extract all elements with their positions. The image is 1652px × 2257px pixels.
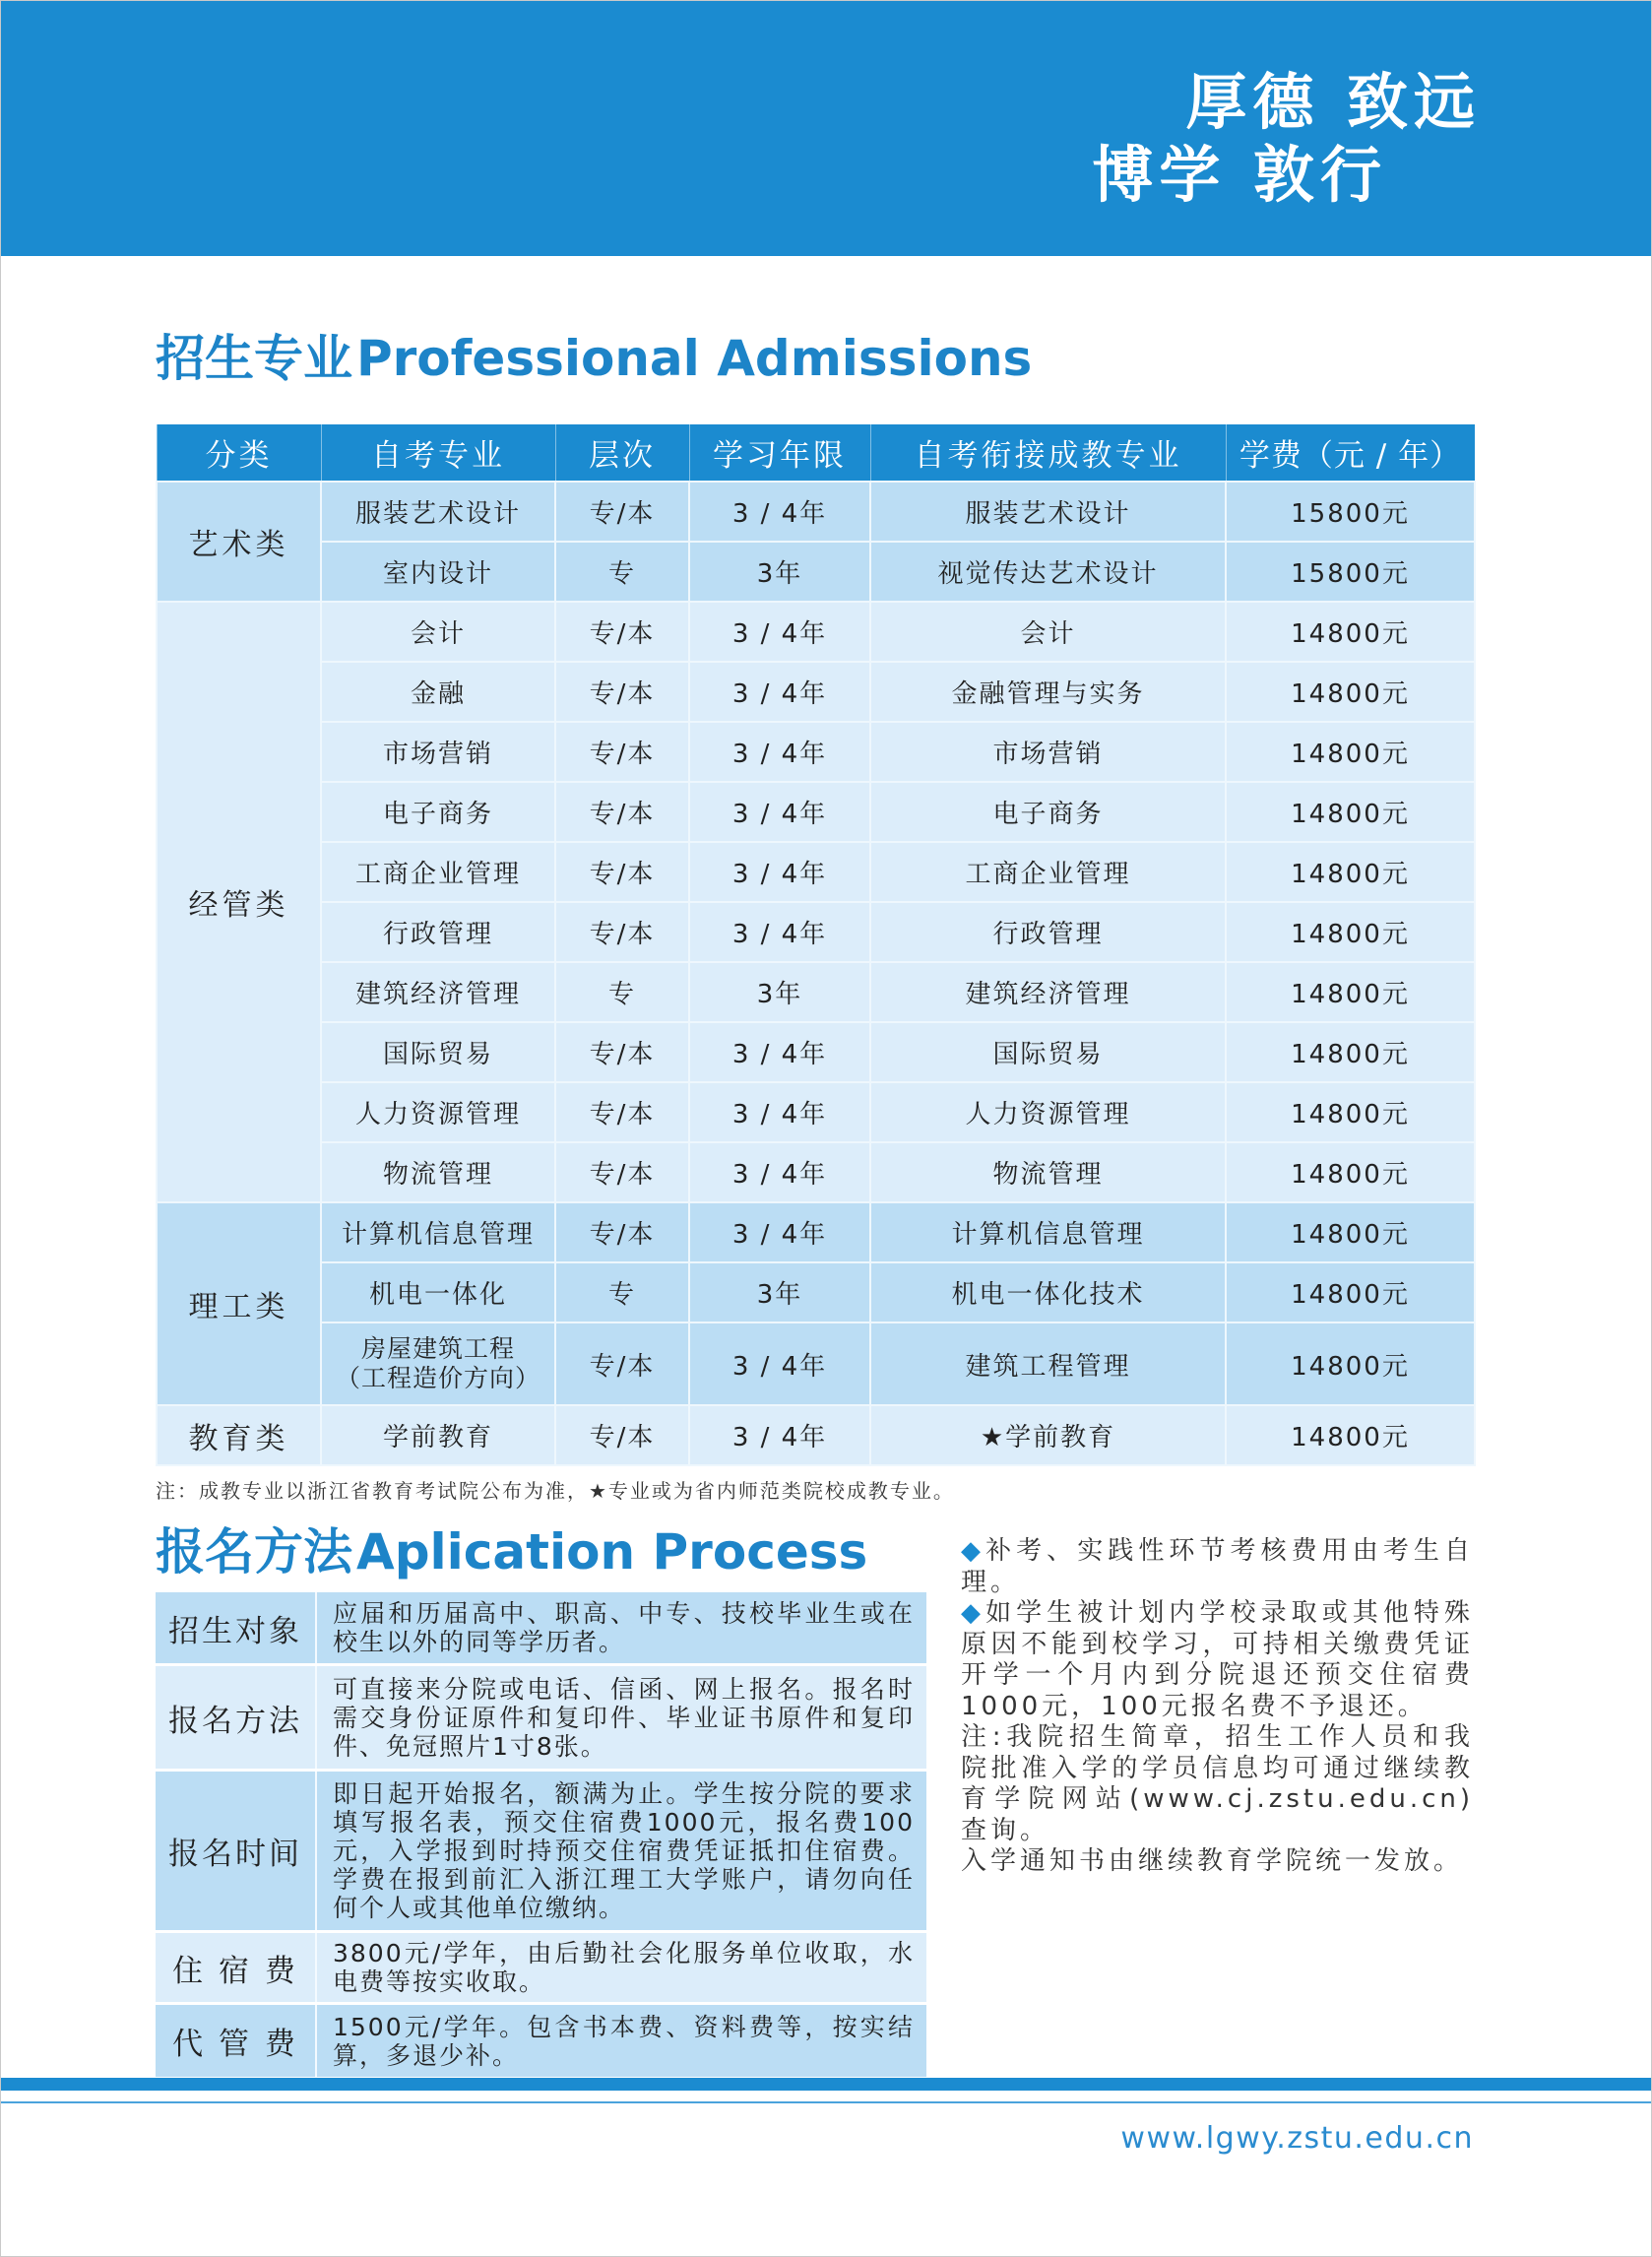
table-row bbox=[157, 962, 1475, 1022]
application-text-cell bbox=[317, 1666, 926, 1769]
application-notes bbox=[961, 1536, 1474, 1878]
major-direction: （工程造价方向） bbox=[335, 1364, 540, 1392]
years-cell: 3 / 4年 bbox=[689, 722, 870, 782]
fee-cell: 14800元 bbox=[1226, 1142, 1475, 1202]
major-cell: 国际贸易 bbox=[321, 1022, 555, 1082]
application-title bbox=[156, 1522, 867, 1581]
application-label: 报名方法 bbox=[156, 1666, 317, 1769]
fee-cell: 15800元 bbox=[1226, 542, 1475, 602]
application-row bbox=[156, 2005, 926, 2077]
column-header-level: 层次 bbox=[555, 424, 689, 482]
application-text: 3800元/学年，由后勤社会化服务单位收取，水电费等按实收取。 bbox=[333, 1939, 915, 1996]
adult-major-cell: 行政管理 bbox=[870, 902, 1226, 962]
application-text-cell bbox=[317, 2005, 926, 2077]
level-cell: 专/本 bbox=[555, 602, 689, 662]
fee-cell: 14800元 bbox=[1226, 722, 1475, 782]
website-remark: 注:我院招生简章，招生工作人员和我院批准入学的学员信息均可通过继续教育学院网站(www.cj.zstu.edu.cn)查询。 bbox=[961, 1722, 1474, 1845]
application-text: 应届和历届高中、职高、中专、技校毕业生或在校生以外的同等学历者。 bbox=[333, 1599, 915, 1656]
application-text-cell bbox=[317, 1772, 926, 1930]
note-item bbox=[961, 1598, 1474, 1722]
level-cell: 专/本 bbox=[555, 902, 689, 962]
level-cell: 专/本 bbox=[555, 482, 689, 542]
column-header-adult-major: 自考衔接成教专业 bbox=[870, 424, 1226, 482]
application-text-cell bbox=[317, 1933, 926, 2002]
adult-major-cell: ★学前教育 bbox=[870, 1405, 1226, 1465]
fee-cell: 14800元 bbox=[1226, 602, 1475, 662]
years-cell: 3 / 4年 bbox=[689, 902, 870, 962]
note-text: 如学生被计划内学校录取或其他特殊原因不能到校学习，可持相关缴费凭证开学一个月内到分院退还预交住宿费1000元，100元报名费不予退还。 bbox=[961, 1598, 1474, 1721]
level-cell: 专/本 bbox=[555, 782, 689, 842]
fee-cell: 14800元 bbox=[1226, 1202, 1475, 1262]
major-cell: 服装艺术设计 bbox=[321, 482, 555, 542]
admission-notice-remark: 入学通知书由继续教育学院统一发放。 bbox=[961, 1846, 1464, 1876]
column-header-years: 学习年限 bbox=[689, 424, 870, 482]
major-cell: 计算机信息管理 bbox=[321, 1202, 555, 1262]
major-cell: 建筑经济管理 bbox=[321, 962, 555, 1022]
major-cell: 人力资源管理 bbox=[321, 1082, 555, 1142]
application-row bbox=[156, 1592, 926, 1663]
category-cell: 艺术类 bbox=[157, 482, 321, 602]
table-header-row bbox=[157, 424, 1475, 482]
application-label: 招生对象 bbox=[156, 1592, 317, 1663]
adult-major-cell: 物流管理 bbox=[870, 1142, 1226, 1202]
major-cell: 学前教育 bbox=[321, 1405, 555, 1465]
level-cell: 专/本 bbox=[555, 722, 689, 782]
application-table bbox=[156, 1592, 926, 2080]
adult-major-cell: 金融管理与实务 bbox=[870, 662, 1226, 722]
table-row bbox=[157, 1142, 1475, 1202]
major-cell: 机电一体化 bbox=[321, 1262, 555, 1322]
adult-major-cell: 工商企业管理 bbox=[870, 842, 1226, 902]
adult-major-cell: 计算机信息管理 bbox=[870, 1202, 1226, 1262]
level-cell: 专/本 bbox=[555, 1405, 689, 1465]
admissions-title-en: Professional Admissions bbox=[356, 330, 1033, 387]
column-header-category: 分类 bbox=[157, 424, 321, 482]
motto-line-2: 博学 敦行 bbox=[1092, 139, 1387, 211]
years-cell: 3 / 4年 bbox=[689, 1022, 870, 1082]
level-cell: 专/本 bbox=[555, 1022, 689, 1082]
diamond-bullet-icon: ◆ bbox=[961, 1598, 986, 1628]
years-cell: 3 / 4年 bbox=[689, 782, 870, 842]
fee-cell: 14800元 bbox=[1226, 902, 1475, 962]
admissions-note: 注：成教专业以浙江省教育考试院公布为准，★专业或为省内师范类院校成教专业。 bbox=[156, 1479, 955, 1503]
fee-cell: 14800元 bbox=[1226, 1262, 1475, 1322]
table-row bbox=[157, 1082, 1475, 1142]
adult-major-cell: 会计 bbox=[870, 602, 1226, 662]
motto-line-1: 厚德 致远 bbox=[1185, 66, 1481, 138]
application-text: 1500元/学年。包含书本费、资料费等，按实结算，多退少补。 bbox=[333, 2012, 915, 2070]
years-cell: 3 / 4年 bbox=[689, 1082, 870, 1142]
adult-major-cell: 建筑经济管理 bbox=[870, 962, 1226, 1022]
table-row bbox=[157, 842, 1475, 902]
table-row bbox=[157, 482, 1475, 542]
table-row bbox=[157, 1322, 1475, 1405]
adult-major-cell: 人力资源管理 bbox=[870, 1082, 1226, 1142]
admissions-block bbox=[156, 424, 1474, 1505]
table-row bbox=[157, 902, 1475, 962]
table-row bbox=[157, 602, 1475, 662]
table-row bbox=[157, 1202, 1475, 1262]
years-cell: 3年 bbox=[689, 962, 870, 1022]
fee-cell: 14800元 bbox=[1226, 1022, 1475, 1082]
adult-major-cell: 视觉传达艺术设计 bbox=[870, 542, 1226, 602]
years-cell: 3年 bbox=[689, 542, 870, 602]
footer-bar bbox=[0, 2078, 1652, 2091]
fee-cell: 14800元 bbox=[1226, 782, 1475, 842]
years-cell: 3 / 4年 bbox=[689, 662, 870, 722]
column-header-fee: 学费（元 / 年） bbox=[1226, 424, 1475, 482]
major-cell: 行政管理 bbox=[321, 902, 555, 962]
application-title-cn: 报名方法 bbox=[156, 1523, 352, 1580]
table-row bbox=[157, 1262, 1475, 1322]
application-row bbox=[156, 1933, 926, 2002]
adult-major-cell: 电子商务 bbox=[870, 782, 1226, 842]
fee-cell: 14800元 bbox=[1226, 1405, 1475, 1465]
application-label: 住 宿 费 bbox=[156, 1933, 317, 2002]
fee-cell: 14800元 bbox=[1226, 1322, 1475, 1405]
table-row bbox=[157, 662, 1475, 722]
major-cell bbox=[321, 1322, 555, 1405]
admissions-table bbox=[156, 424, 1476, 1466]
years-cell: 3 / 4年 bbox=[689, 1322, 870, 1405]
level-cell: 专/本 bbox=[555, 842, 689, 902]
table-row bbox=[157, 1405, 1475, 1465]
major-cell: 室内设计 bbox=[321, 542, 555, 602]
level-cell: 专 bbox=[555, 542, 689, 602]
level-cell: 专 bbox=[555, 1262, 689, 1322]
major-cell: 工商企业管理 bbox=[321, 842, 555, 902]
major-cell: 会计 bbox=[321, 602, 555, 662]
level-cell: 专/本 bbox=[555, 1322, 689, 1405]
application-label: 报名时间 bbox=[156, 1772, 317, 1930]
fee-cell: 15800元 bbox=[1226, 482, 1475, 542]
application-row bbox=[156, 1666, 926, 1769]
table-row bbox=[157, 782, 1475, 842]
major-cell: 市场营销 bbox=[321, 722, 555, 782]
adult-major-cell: 机电一体化技术 bbox=[870, 1262, 1226, 1322]
major-cell: 物流管理 bbox=[321, 1142, 555, 1202]
application-text: 可直接来分院或电话、信函、网上报名。报名时需交身份证原件和复印件、毕业证书原件和复印件、免冠照片1寸8张。 bbox=[333, 1674, 915, 1761]
fee-cell: 14800元 bbox=[1226, 842, 1475, 902]
years-cell: 3年 bbox=[689, 1262, 870, 1322]
category-cell: 理工类 bbox=[157, 1202, 321, 1405]
major-name: 房屋建筑工程 bbox=[360, 1334, 515, 1363]
application-row bbox=[156, 1772, 926, 1930]
fee-cell: 14800元 bbox=[1226, 1082, 1475, 1142]
years-cell: 3 / 4年 bbox=[689, 482, 870, 542]
note-item bbox=[961, 1536, 1474, 1598]
application-title-en: Aplication Process bbox=[356, 1523, 868, 1580]
note-text: 补考、实践性环节考核费用由考生自理。 bbox=[961, 1536, 1474, 1597]
years-cell: 3 / 4年 bbox=[689, 1405, 870, 1465]
column-header-major: 自考专业 bbox=[321, 424, 555, 482]
adult-major-cell: 建筑工程管理 bbox=[870, 1322, 1226, 1405]
table-row bbox=[157, 722, 1475, 782]
adult-major-cell: 国际贸易 bbox=[870, 1022, 1226, 1082]
diamond-bullet-icon: ◆ bbox=[961, 1536, 986, 1566]
table-row bbox=[157, 542, 1475, 602]
footer-rule bbox=[0, 2101, 1652, 2103]
application-text-cell bbox=[317, 1592, 926, 1663]
application-text: 即日起开始报名，额满为止。学生按分院的要求填写报名表，预交住宿费1000元，报名费100元，入学报到时持预交住宿费凭证抵扣住宿费。学费在报到前汇入浙江理工大学账户，请勿向任何个人或其他单位缴纳。 bbox=[333, 1779, 915, 1922]
category-cell: 经管类 bbox=[157, 602, 321, 1202]
years-cell: 3 / 4年 bbox=[689, 1202, 870, 1262]
admissions-title bbox=[156, 329, 1032, 388]
level-cell: 专/本 bbox=[555, 662, 689, 722]
header-band bbox=[0, 0, 1652, 256]
fee-cell: 14800元 bbox=[1226, 662, 1475, 722]
major-cell: 电子商务 bbox=[321, 782, 555, 842]
table-row bbox=[157, 1022, 1475, 1082]
fee-cell: 14800元 bbox=[1226, 962, 1475, 1022]
adult-major-cell: 服装艺术设计 bbox=[870, 482, 1226, 542]
years-cell: 3 / 4年 bbox=[689, 1142, 870, 1202]
years-cell: 3 / 4年 bbox=[689, 602, 870, 662]
level-cell: 专 bbox=[555, 962, 689, 1022]
application-label: 代 管 费 bbox=[156, 2005, 317, 2077]
level-cell: 专/本 bbox=[555, 1142, 689, 1202]
footer-url: www.lgwy.zstu.edu.cn bbox=[1120, 2121, 1474, 2156]
level-cell: 专/本 bbox=[555, 1082, 689, 1142]
admissions-title-cn: 招生专业 bbox=[156, 330, 352, 387]
years-cell: 3 / 4年 bbox=[689, 842, 870, 902]
level-cell: 专/本 bbox=[555, 1202, 689, 1262]
major-cell: 金融 bbox=[321, 662, 555, 722]
category-cell: 教育类 bbox=[157, 1405, 321, 1465]
adult-major-cell: 市场营销 bbox=[870, 722, 1226, 782]
